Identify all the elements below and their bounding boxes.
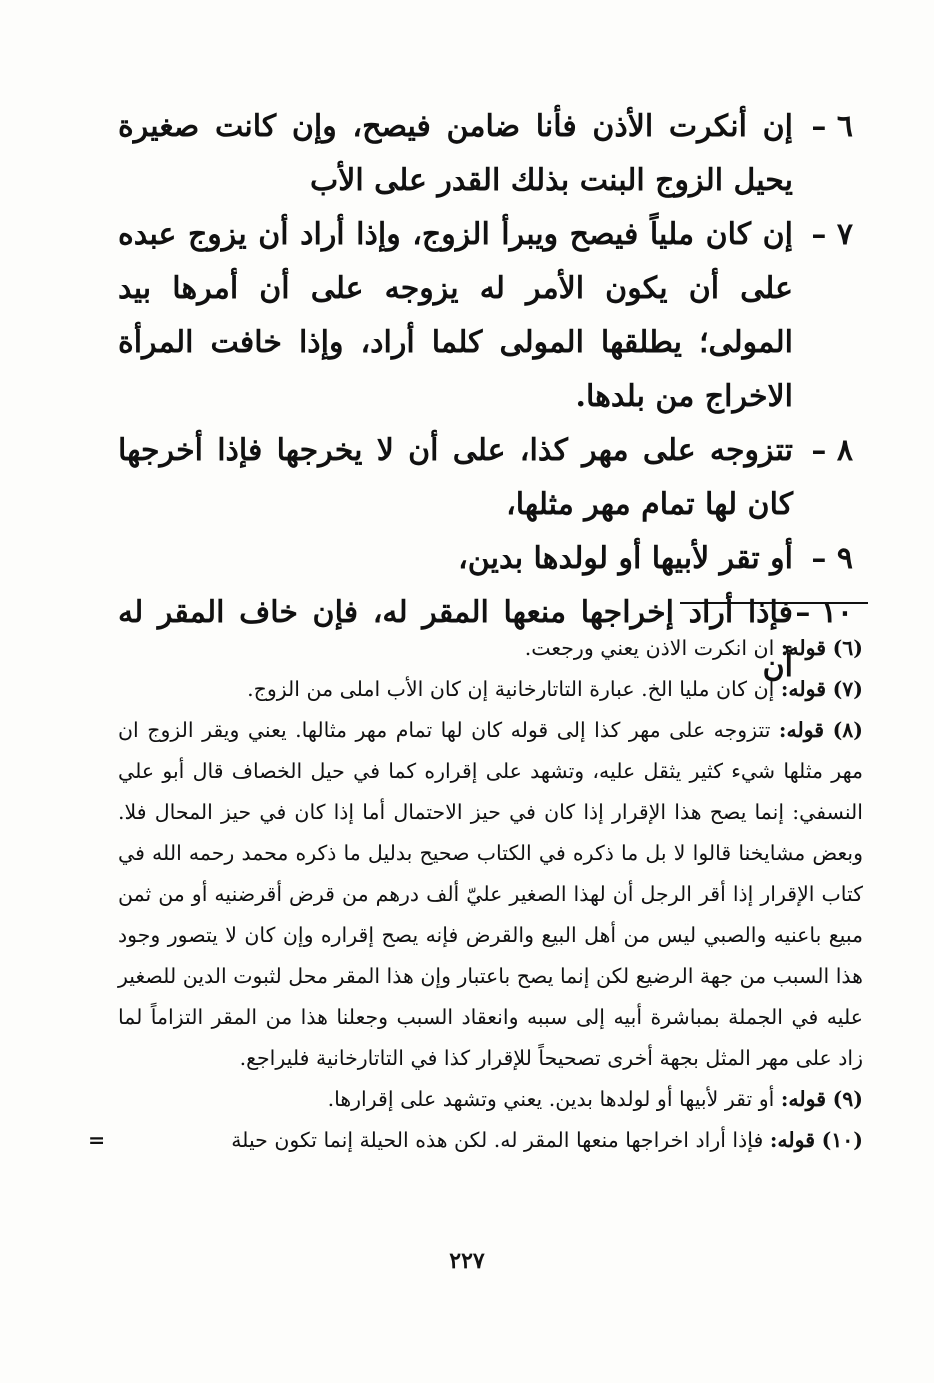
page-number: ٢٢٧: [449, 1248, 485, 1274]
footnote-text: تتزوجه على مهر كذا إلى قوله كان لها تمام مهر مثالها. يعني ويقر الزوج ان مهر مثلها شيء كثير يثقل عليه، وتشهد على إقراره كما في حيل الخصاف قال أبو علي النسفي: إنما يصح هذا الإقرار إذا كان في حيز الاحتمال أما إذا كان في حيز المحال فلا. وبعض مشايخنا قالوا لا بل ما ذكره في الكتاب صحيح بدليل ما ذكره محمد رحمه الله في كتاب الإقرار إذا أقر الرجل أن لهذا الصغير عليّ ألف درهم من قرض أقرضنيه أو من ثمن مبيع باعنيه والصبي ليس من أهل البيع والقرض فإنه يصح إقراره وإن كان لا يتصور وجود هذا السبب من جهة الرضيع لكن إنما يصح باعتبار وإن هذا المقر محل لثبوت الدين للصغير عليه في الجملة بمباشرة أبيه إلى سببه وانعقاد السبب وجعلنا هذا من المقر التزاماً لما زاد على مهر المثل بجهة أخرى تصحيحاً للإقرار كذا في التاتارخانية فليراجع.: [118, 718, 863, 1070]
footnote-label: قوله:: [778, 718, 825, 742]
footnote-text: فإذا أراد اخراجها منعها المقر له. لكن هذه الحيلة إنما تكون حيلة: [231, 1128, 770, 1152]
footnote-9: [118, 1079, 863, 1120]
item-number: ٧ –: [811, 217, 853, 252]
footnote-6: [118, 628, 863, 669]
footnote-number: (٧): [832, 677, 863, 701]
footnote-number: (٩): [832, 1087, 863, 1111]
footnotes: [88, 628, 863, 1161]
main-text: [118, 100, 853, 694]
footnote-8: [118, 710, 863, 1079]
footnote-text: أو تقر لأبيها أو لولدها بدين. يعني وتشهد على إقرارها.: [327, 1087, 781, 1111]
footnote-label: قوله:: [780, 677, 827, 701]
item-text: إن كان ملياً فيصح ويبرأ الزوج، وإذا أراد أن يزوج عبده على أن يكون الأمر له يزوجه على أن أمرها بيد المولى؛ يطلقها المولى كلما أراد، وإذا خافت المرأة الاخراج من بلدها.: [118, 217, 793, 414]
main-item-7: [118, 208, 853, 424]
item-text: تتزوجه على مهر كذا، على أن لا يخرجها فإذا أخرجها كان لها تمام مهر مثلها،: [118, 433, 793, 522]
item-number: ٦ –: [811, 109, 853, 144]
footnote-number: (١٠): [821, 1128, 863, 1152]
item-number: ١٠ –: [795, 595, 853, 630]
footnote-number: (٨): [832, 718, 863, 742]
footnote-text: إن كان مليا الخ. عبارة التاتارخانية إن كان الأب املى من الزوج.: [247, 677, 781, 701]
footnote-label: قوله:: [780, 1087, 827, 1111]
item-number: ٩ –: [811, 541, 853, 576]
footnote-10: [88, 1120, 863, 1161]
item-number: ٨ –: [811, 433, 853, 468]
item-text: فإذا أراد إخراجها منعها المقر له، فإن خاف المقر له أن: [118, 595, 793, 684]
footnote-text: ان انكرت الاذن يعني ورجعت.: [524, 636, 781, 660]
footnote-7: [118, 669, 863, 710]
continuation-mark: =: [88, 1128, 106, 1152]
main-item-9: [118, 532, 853, 586]
main-item-6: [118, 100, 853, 208]
footnote-separator: [680, 602, 868, 604]
item-text: إن أنكرت الأذن فأنا ضامن فيصح، وإن كانت صغيرة يحيل الزوج البنت بذلك القدر على الأب: [118, 109, 793, 198]
main-item-8: [118, 424, 853, 532]
footnote-label: قوله:: [780, 636, 827, 660]
item-text: أو تقر لأبيها أو لولدها بدين،: [458, 541, 793, 576]
footnote-number: (٦): [832, 636, 863, 660]
footnote-label: قوله:: [769, 1128, 816, 1152]
